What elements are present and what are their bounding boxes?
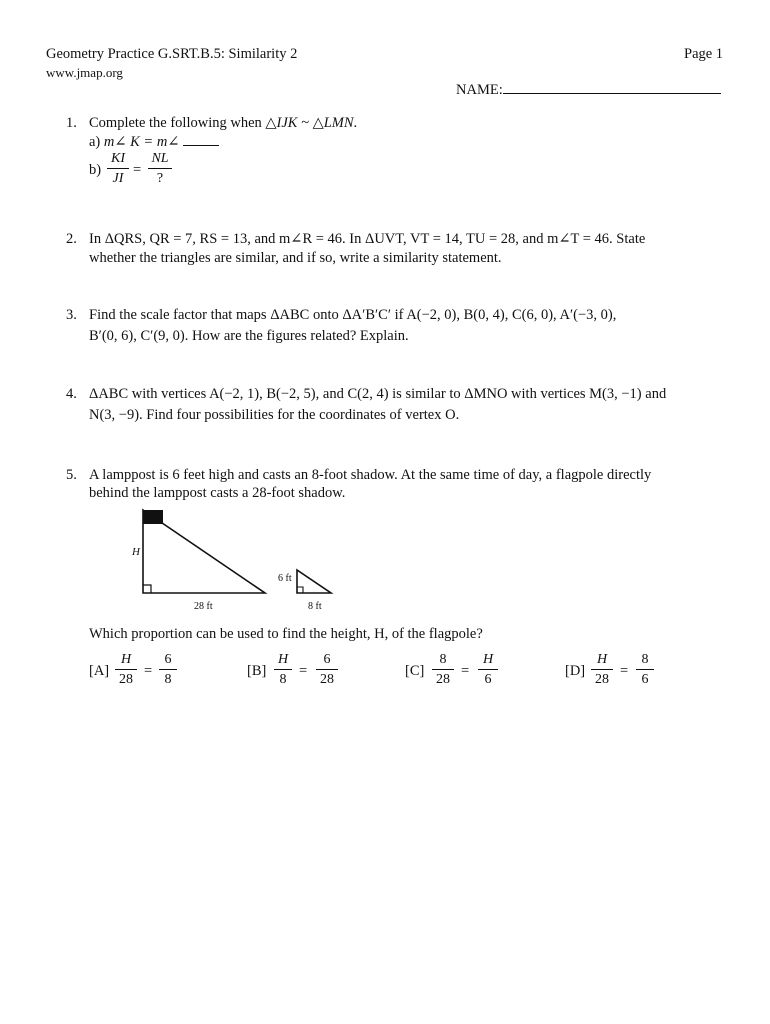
q5-line-1: A lamppost is 6 feet high and casts an 8-foot shadow. At the same time of day, a flagpole directly — [89, 467, 652, 483]
q3-number: 3. — [66, 307, 77, 323]
right-angle-marker — [297, 587, 303, 593]
q2-line-2: whether the triangles are similar, and if so, write a similarity statement. — [89, 250, 502, 266]
choice-d-fraction-2: 8 6 — [636, 653, 654, 687]
q3-line-1: Find the scale factor that maps ΔABC onto ΔA′B′C′ if A(−2, 0), B(0, 4), C(6, 0), A′(−3, 0), — [89, 307, 617, 323]
q4-line-1: ΔABC with vertices A(−2, 1), B(−2, 5), and C(2, 4) is similar to ΔMNO with vertices M(3, −1) and — [89, 386, 667, 402]
q1-part-b-label: b) — [89, 162, 102, 178]
q1-b-fraction-1: KI JI — [107, 152, 129, 186]
q5-question: Which proportion can be used to find the height, H, of the flagpole? — [89, 626, 483, 642]
q2-number: 2. — [66, 231, 77, 247]
choice-a-fraction-1: H 28 — [115, 653, 137, 687]
lamppost-triangle — [297, 570, 331, 593]
choice-b-fraction-2: 6 28 — [316, 653, 338, 687]
choice-b-fraction-1: H 8 — [274, 653, 292, 687]
q1-prompt: Complete the following when △IJK ~ △LMN. — [89, 115, 358, 131]
choice-a-equals: = — [144, 663, 153, 679]
name-blank[interactable] — [503, 80, 721, 94]
flagpole-triangle — [143, 510, 265, 593]
site-url: www.jmap.org — [46, 65, 123, 80]
q1-similarity: △IJK ~ △LMN — [265, 115, 354, 131]
q1-part-a: a) m∠ K = m∠ — [89, 133, 219, 151]
choice-d-fraction-1: H 28 — [591, 653, 613, 687]
q5-number: 5. — [66, 467, 77, 483]
choice-d-label[interactable]: [D] — [565, 663, 586, 679]
q1-a-blank[interactable] — [183, 133, 219, 146]
choice-c-equals: = — [461, 663, 470, 679]
label-28ft: 28 ft — [194, 601, 213, 612]
label-8ft: 8 ft — [308, 601, 322, 612]
choice-d-equals: = — [620, 663, 629, 679]
q4-number: 4. — [66, 386, 77, 402]
q1-number: 1. — [66, 115, 77, 131]
choice-c-fraction-1: 8 28 — [432, 653, 454, 687]
q5-line-2: behind the lamppost casts a 28-foot shadow. — [89, 485, 346, 501]
label-6ft: 6 ft — [278, 573, 292, 584]
choice-c-fraction-2: H 6 — [478, 653, 498, 687]
choice-c-label[interactable]: [C] — [405, 663, 425, 679]
right-angle-marker — [143, 585, 151, 593]
q1-b-fraction-2: NL ? — [148, 152, 172, 186]
page-number: Page 1 — [684, 46, 724, 62]
choice-a-label[interactable]: [A] — [89, 663, 110, 679]
q2-line-1: In ΔQRS, QR = 7, RS = 13, and m∠R = 46. In ΔUVT, VT = 14, TU = 28, and m∠T = 46. State — [89, 231, 646, 247]
choice-a-fraction-2: 6 8 — [159, 653, 177, 687]
q4-line-2: N(3, −9). Find four possibilities for the coordinates of vertex O. — [89, 407, 460, 423]
label-H: H — [132, 546, 140, 558]
name-label: NAME: — [456, 80, 721, 99]
q1-b-equals: = — [133, 162, 142, 178]
worksheet-title: Geometry Practice G.SRT.B.5: Similarity 2 — [46, 46, 298, 62]
q3-line-2: B′(0, 6), C′(9, 0). How are the figures related? Explain. — [89, 328, 409, 344]
choice-b-label[interactable]: [B] — [247, 663, 267, 679]
choice-b-equals: = — [299, 663, 308, 679]
